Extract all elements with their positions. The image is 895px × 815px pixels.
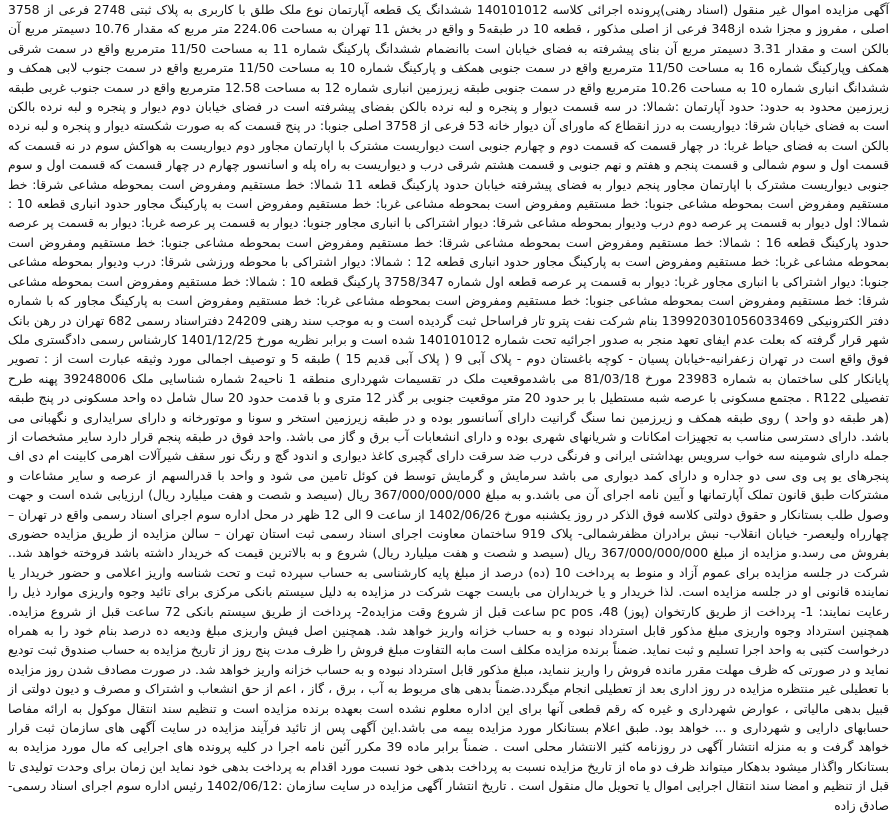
auction-notice-body-text: آگهی مزایده اموال غیر منقول (اسناد رهنی)پرونده اجرائی کلاسه 140101012 ششدانگ یک قطعه آپارتمان نوع ملک طلق با کاربری به پلاک ثبتی 2748 فرعی از 3758 اصلی ، مفروز و مجزا شده از348 فرعی از اصلی مذکور ، قطعه 10 در طبقه5 و واقع در بخش 11 تهران به مساحت 224.06 متر مربع که مقدار 10.76 دسیمتر مربع آن بالکن است و مقدار 3.31 دسیمتر مربع آن بنای پیشرفته به فضای خیابان است باانضمام ششدانگ پارکینگ شماره 11 به مساحت 11/50 مترمربع واقع در سمت شرقی همکف وپارکینگ شماره 16 به مساحت 11/50 مترمربع واقع در سمت جنوبی همکف و پارکینگ شماره 10 به مساحت 11/50 مترمربع واقع در سمت جنوب لابی همکف و ششدانگ انباری شماره 10 به مساحت 10.26 مترمربع واقع در سمت جنوبی طبقه زیرزمین انباری شماره 12 به مساحت 12.58 مترمربع واقع در سمت جنوب غربی طبقه زیرزمین محدود به حدود: حدود آپارتمان :شمالا: در سه قسمت دیوار و پنجره و لبه نرده بالکن بفضای پیشرفته است در فضای خیابان دوم دیوار و پنجره و لبه نرده بالکن است به فضای خیابان شرقا: دیواریست به درز انقطاع که ماورای آن دیوار خانه 53 فرعی از 3758 اصلی جنوبا: در پنج قسمت که به صورت شکسته دیوار و پنجره و لبه نرده بالکن است به فضای حیاط غربا: در چهار قسمت که قسمت دوم و چهارم جنوبی است دیواریست مشترک با اپارتمان مجاور دوم دیواریست به هواکش سوم در نه قسمت که قسمت اول و سوم شمالی و قسمت پنجم و هفتم و نهم جنوبی و قسمت هشتم شرقی درب و دیواریست به راه پله و اسانسور چهارم در چهار قسمت که قسمت اول و سوم جنوبی دیواریست مشترک با اپارتمان مجاور پنجم دیوار به فضای پیشرفته خیابان حدود پارکینگ قطعه 11 شمالا: خط مستقیم ومفروض است بمحوطه مشاعی شرقا: خط مستقیم ومفروض است بمحوطه مشاعی جنوبا: خط مستقیم ومفروض است بمحوطه مشاعی غربا: خط مستقیم ومفروض است به پارکینگ مجاور حدود انباری قطعه 10 : شمالا: اول دیوار به قسمت پر عرصه دوم درب ودیوار بمحوطه مشاعی شرقا: دیوار اشتراکی با انباری مجاور جنوبا: دیوار به قسمت پر عرصه غربا: دیوار به قسمت پر عرصه حدود پارکینگ قطعه 16 : شمالا: خط مستقیم ومفروض است بمحوطه مشاعی شرقا: خط مستقیم ومفروض است بمحوطه مشاعی جنوبا: خط مستقیم ومفروض است بمحوطه مشاعی غربا: خط مستقیم ومفروض است به پارکینگ مجاور حدود انباری قطعه 12 : شمالا: دیوار اشتراکی با محوطه ورزشی شرقا: درب ودیوار بمحوطه مشاعی جنوبا: دیوار اشتراکی با انباری مجاور غربا: دیوار به قسمت پر عرصه قطعه اول شماره 3758/347 پارکینگ قطعه 10 : شمالا: خط مستقیم ومفروض است بمحوطه مشاعی شرقا: خط مستقیم ومفروض است بمحوطه مشاعی جنوبا: خط مستقیم ومفروض است بمحوطه مشاعی غربا: خط مستقیم ومفروض است به پارکینگ مجاور که با شماره دفتر الکترونیکی 139920301056033469 بنام شرکت نفت پترو تار فراساحل ثبت گردیده است و به موجب سند رهنی 24209 دفتراسناد رسمی 682 تهران در رهن بانک شهر قرار گرفته که بعلت عدم ایفای تعهد منجر به صدور اجرائیه تحت شماره 140101012 شده است و برابر نظریه مورخ 1401/12/25 کارشناس رسمی دادگستری ملک فوق واقع است در تهران زعفرانیه-خیابان پسیان - کوچه باغستان دوم - پلاک آبی 9 ( پلاک آبی قدیم 15 ) طبقه 5 و توصیف اجمالی مورد وثیقه عبارت است از : تصویر پایانکار کلی ساختمان به شماره 23983 مورخ 81/03/18 می باشدموقعیت ملک در تقسیمات شهرداری منطقه 1 ناحیه2 شماره شناسایی ملک 39248006 پهنه طرح تفصیلی R122 . مجتمع مسکونی با عرصه شبه مستطیل با بر حدود 20 متر موقعیت جنوبی بر گذر 12 متری و با قدمت حدود 20 سال شامل ده واحد مسکونی در پنج طبقه (هر طبقه دو واحد ) روی طبقه همکف و زیرزمین نما سنگ گرانیت دارای آسانسور بوده و در طبقه زیرزمین استخر و سونا و موتورخانه و دارای سرایداری و نگهبانی می باشد. دارای دسترسی مناسب به تجهیزات امکانات و شریانهای شهری بوده و دارای انشعابات آب برق و گاز می باشد. واحد فوق در طبقه پنجم قرار دارد سایر مشخصات از جمله دارای شومینه سه خواب سرویس بهداشتی ایرانی و فرنگی درب ضد سرقت دارای گچبری کاغذ دیواری و اندود گچ و رنگ نور سقف شیرآلات اهرمی کابینت ام دی اف پنجرهای یو پی وی سی دو جداره و دارای کمد دیواری می باشد سرمایش و گرمایش توسط فن کوئل تامین می شود و واحد با قدرالسهم از عرصه و سایر مشاعات و مشترکات طبق قانون تملک آپارتمانها و آیین نامه اجرای آن می باشد.و به مبلغ 367/000/000/000 ریال (سیصد و شصت و هفت میلیارد ریال) ارزیابی شده است و جهت وصول طلب بستانکار و حقوق دولتی کلاسه فوق الذکر در روز یکشنبه مورخ 1402/06/26 از ساعت 9 الی 12 ظهر در محل اداره سوم اجرای اسناد رسمی واقع در تهران – چهارراه ولیعصر- خیابان انقلاب- نبش برادران مظفرشمالی- پلاک 919 ساختمان معاونت اجرای اسناد رسمی ثبت استان تهران – سالن مزایده از طریق مزایده حضوری بفروش می رسد.و مزایده از مبلغ 367/000/000/000 ریال (سیصد و شصت و هفت میلیارد ریال) شروع و به بالاترین قیمت که خریدار داشته باشد فروخته خواهد شد.. شرکت در جلسه مزایده برای عموم آزاد و منوط به پرداخت 10 (ده) درصد از مبلغ پایه کارشناسی به حساب سپرده ثبت و تحت شناسه واریز اعلامی و حضور خریدار یا نماینده قانونی او در جلسه مزایده است. لذا خریدار و یا خریداران می بایست جهت شرکت در مزایده به دلیل سیستم بانکی مرکزی برای تائید وجوه واریزی موارد ذیل را رعایت نمایند: 1- پرداخت از طریق کارتخوان (پوز) pc pos ،48 ساعت قبل از شروع وقت مزایده2- پرداخت از طریق سیستم بانکی 72 ساعت قبل از شروع مزایده. همچنین استرداد وجوه واریزی مبلغ مذکور قابل استرداد نبوده و به حساب خزانه واریز خواهد شد. همچنین اصل فیش واریزی مبلغ ودیعه ده درصد بنام خود را به همراه درخواست کتبی به واحد اجرا تسلیم و ثبت نماید. ضمناً برنده مزایده مکلف است مابه التفاوت مبلغ فروش را ظرف مدت پنج روز از تاریخ مزایده به حساب صندوق ثبت تودیع نماید و در صورتی که ظرف مهلت مقرر مانده فروش را واریز ننماید، مبلغ مذکور قابل استرداد نبوده و به حساب خزانه واریز خواهد شد. در صورت مصادف شدن روز مزایده با تعطیلی غیر منتظره مزایده در روز اداری بعد از تعطیلی انجام میگردد.ضمناً بدهی های مربوط به آب ، برق ، گاز ، اعم از حق انشعاب و اشتراک و مصرف و دیون دولتی از قبیل بدهی مالیاتی ، عوارض شهرداری و غیره که رقم قطعی آنها برای این اداره معلوم نشده است بعهده برنده مزایده است و تنظیم سند انتقال موکول به ارائه مفاصا حسابهای دارایی و شهرداری و ... خواهد بود. طبق اعلام بستانکار مورد مزایده بیمه می باشد.این آگهی پس از تائید فرآیند مزایده در سایت آگهی های سازمان ثبت قرار خواهد گرفت و به منزله انتشار آگهی در روزنامه کثیر الانتشار محلی است . ضمناً برابر ماده 39 مکرر آئین نامه اجرا در کلیه پرونده های اجرایی که مال مورد مزایده به بستانکار واگذار میشود بدهکار میتواند ظرف دو ماه از تاریخ مزایده نسبت به پرداخت بدهی خود نسبت مورد اقدام به پرداخت بدهی خود نماید این زمان برای وحدت تولیدی تا قبل از تنظیم و امضا سند انتقال اجرایی اموال یا تحویل مال منقول است . تاریخ انتشار آگهی مزایده در سایت سازمان :1402/06/12 رئیس اداره سوم اجرای اسناد رسمی- صادق زاده [8,2,890,813]
